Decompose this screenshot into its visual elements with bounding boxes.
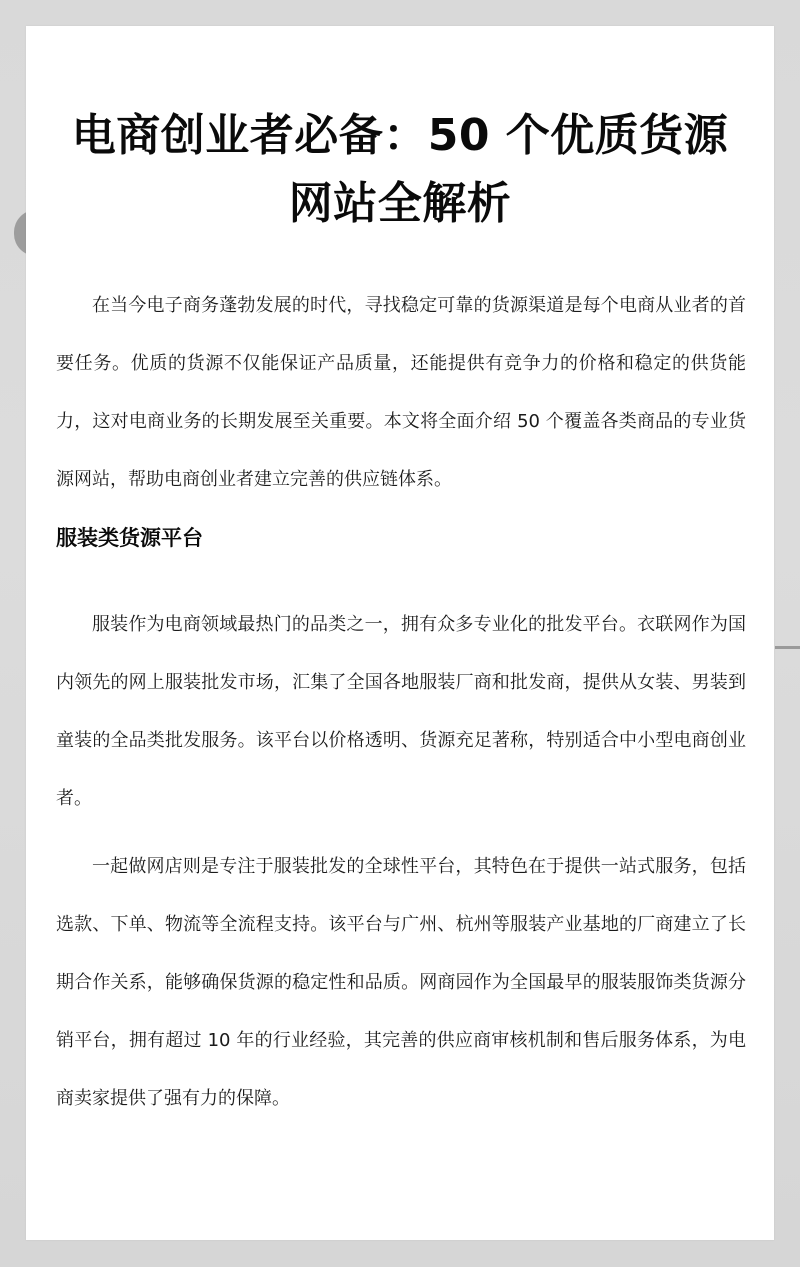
clothing-paragraph-2: 一起做网店则是专注于服装批发的全球性平台，其特色在于提供一站式服务，包括选款、下单、物流等全流程支持。该平台与广州、杭州等服装产业基地的厂商建立了长期合作关系，能够确保货源的稳定性和品质。网商园作为全国最早的服装服饰类货源分销平台，拥有超过 10 年的行业经验，其完善的供应商审核机制和售后服务体系，为电商卖家提供了强有力的保障。 (56, 856, 746, 1109)
document-page (26, 26, 774, 1240)
intro-paragraph: 在当今电子商务蓬勃发展的时代，寻找稳定可靠的货源渠道是每个电商从业者的首要任务。优质的货源不仅能保证产品质量，还能提供有竞争力的价格和稳定的供货能力，这对电商业务的长期发展至关重要。本文将全面介绍 50 个覆盖各类商品的专业货源网站，帮助电商创业者建立完善的供应链体系。 (56, 295, 746, 490)
clothing-paragraph-1: 服装作为电商领域最热门的品类之一，拥有众多专业化的批发平台。衣联网作为国内领先的网上服装批发市场，汇集了全国各地服装厂商和批发商，提供从女装、男装到童装的全品类批发服务。该平台以价格透明、货源充足著称，特别适合中小型电商创业者。 (56, 614, 746, 809)
article-title: 电商创业者必备：50 个优质货源网站全解析 (71, 110, 729, 229)
section-heading-clothing: 服装类货源平台 (56, 526, 203, 550)
background-divider-line (775, 646, 800, 649)
